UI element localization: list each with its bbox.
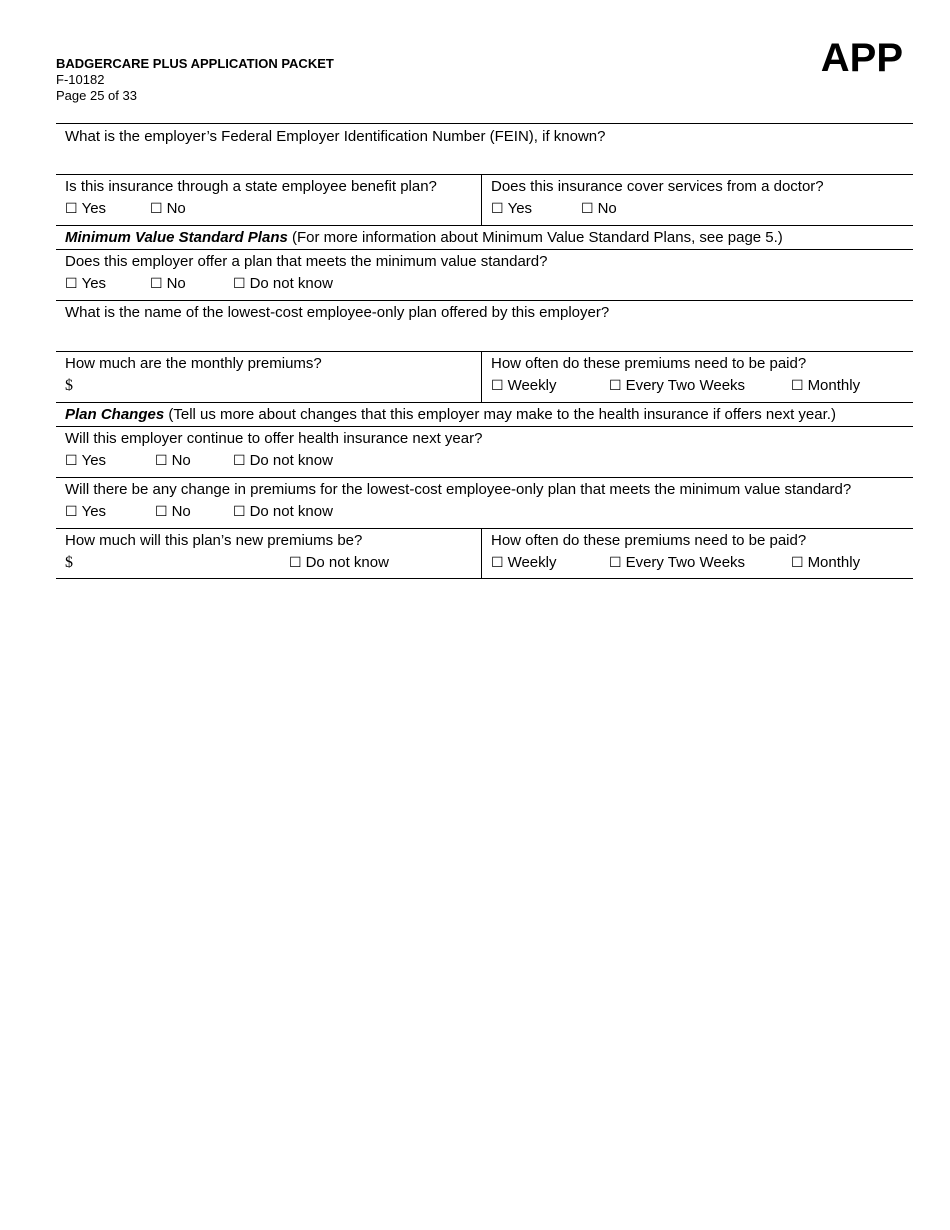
checkbox-icon: ☐	[581, 201, 594, 217]
continue-question: Will this employer continue to offer health insurance next year?	[65, 430, 483, 447]
checkbox-icon: ☐	[491, 555, 504, 571]
checkbox-icon: ☐	[150, 276, 163, 292]
option-label: Weekly	[507, 377, 557, 394]
checkbox-icon: ☐	[791, 378, 804, 394]
checkbox-icon: ☐	[491, 378, 504, 394]
lowest-plan-field[interactable]	[56, 301, 913, 351]
premium-change-dont-know-checkbox[interactable]	[233, 500, 333, 524]
premium-change-no-checkbox[interactable]	[155, 500, 233, 524]
option-label: No	[166, 275, 186, 292]
fein-question: What is the employer’s Federal Employer Identification Number (FEIN), if known?	[65, 128, 606, 145]
option-label: No	[171, 452, 191, 469]
premium-change-cell	[56, 478, 913, 528]
new-premium-dont-know-checkbox[interactable]	[289, 551, 389, 575]
continue-dont-know-checkbox[interactable]	[233, 449, 333, 473]
currency-symbol: $	[65, 554, 73, 571]
option-label: No	[597, 200, 617, 217]
new-premium-question: How much will this plan’s new premiums be?	[65, 532, 363, 549]
option-label: Yes	[81, 452, 107, 469]
new-premium-cell[interactable]	[56, 529, 482, 578]
option-label: Every Two Weeks	[625, 554, 746, 571]
changes-section-note: (Tell us more about changes that this employer may make to the health insurance if offers next year.)	[168, 406, 836, 423]
state-plan-cell	[56, 175, 482, 225]
new-premium-row	[56, 528, 913, 579]
option-label: Do not know	[249, 452, 333, 469]
option-label: Monthly	[807, 377, 861, 394]
premium-freq-question: How often do these premiums need to be paid?	[491, 355, 807, 372]
premium-change-question: Will there be any change in premiums for the lowest-cost employee-only plan that meets the minimum value standard?	[65, 481, 852, 498]
checkbox-icon: ☐	[791, 555, 804, 571]
premium-change-row	[56, 477, 913, 528]
continue-yes-checkbox[interactable]	[65, 449, 155, 473]
doctor-no-checkbox[interactable]	[581, 197, 617, 221]
continue-cell	[56, 427, 913, 477]
mvs-offer-question: Does this employer offer a plan that meets the minimum value standard?	[65, 253, 548, 270]
checkbox-icon: ☐	[150, 201, 163, 217]
changes-section-heading	[56, 403, 913, 426]
changes-section-row	[56, 402, 913, 426]
new-premium-freq-weekly-checkbox[interactable]	[491, 551, 609, 575]
checkbox-icon: ☐	[65, 504, 78, 520]
lowest-plan-row	[56, 300, 913, 351]
mvs-offer-dont-know-checkbox[interactable]	[233, 272, 333, 296]
state-plan-yes-checkbox[interactable]	[65, 197, 150, 221]
checkbox-icon: ☐	[65, 201, 78, 217]
continue-no-checkbox[interactable]	[155, 449, 233, 473]
mvs-offer-cell	[56, 250, 913, 300]
checkbox-icon: ☐	[609, 555, 622, 571]
checkbox-icon: ☐	[233, 453, 246, 469]
form-id: F-10182	[56, 72, 105, 87]
checkbox-icon: ☐	[155, 504, 168, 520]
option-label: Yes	[81, 275, 107, 292]
premium-freq-cell	[482, 352, 913, 402]
option-label: Do not know	[305, 554, 389, 571]
checkbox-icon: ☐	[233, 276, 246, 292]
new-premium-freq-biweekly-checkbox[interactable]	[609, 551, 791, 575]
changes-section-title: Plan Changes	[65, 406, 165, 423]
new-premium-freq-cell	[482, 529, 913, 578]
state-plan-no-checkbox[interactable]	[150, 197, 186, 221]
option-label: Yes	[81, 200, 107, 217]
new-premium-freq-question: How often do these premiums need to be paid?	[491, 532, 807, 549]
plan-type-row	[56, 174, 913, 225]
option-label: Yes	[81, 503, 107, 520]
checkbox-icon: ☐	[65, 276, 78, 292]
premium-freq-monthly-checkbox[interactable]	[791, 374, 860, 398]
checkbox-icon: ☐	[491, 201, 504, 217]
currency-symbol: $	[65, 377, 73, 394]
fein-row	[56, 123, 913, 174]
option-label: Do not know	[249, 503, 333, 520]
premiums-question: How much are the monthly premiums?	[65, 355, 322, 372]
doctor-cell	[482, 175, 913, 225]
premiums-cell[interactable]	[56, 352, 482, 402]
option-label: Yes	[507, 200, 533, 217]
checkbox-icon: ☐	[155, 453, 168, 469]
mvs-offer-yes-checkbox[interactable]	[65, 272, 150, 296]
packet-title: BADGERCARE PLUS APPLICATION PACKET	[56, 56, 334, 71]
page-header	[56, 56, 334, 104]
option-label: No	[166, 200, 186, 217]
state-plan-question: Is this insurance through a state employee benefit plan?	[65, 178, 437, 195]
mvs-offer-no-checkbox[interactable]	[150, 272, 233, 296]
mvs-section-row	[56, 225, 913, 249]
mvs-section-title: Minimum Value Standard Plans	[65, 229, 288, 246]
checkbox-icon: ☐	[289, 555, 302, 571]
mvs-section-note: (For more information about Minimum Value Standard Plans, see page 5.)	[292, 229, 783, 246]
mvs-section-heading	[56, 226, 913, 249]
lowest-plan-question: What is the name of the lowest-cost employee-only plan offered by this employer?	[65, 304, 610, 321]
app-tag: APP	[820, 36, 903, 80]
continue-row	[56, 426, 913, 477]
new-premium-freq-monthly-checkbox[interactable]	[791, 551, 860, 575]
mvs-offer-row	[56, 249, 913, 300]
fein-field[interactable]	[56, 124, 913, 174]
option-label: Every Two Weeks	[625, 377, 746, 394]
page-number: Page 25 of 33	[56, 88, 137, 103]
option-label: Weekly	[507, 554, 557, 571]
employer-insurance-form	[56, 123, 913, 579]
checkbox-icon: ☐	[609, 378, 622, 394]
doctor-yes-checkbox[interactable]	[491, 197, 581, 221]
premium-freq-biweekly-checkbox[interactable]	[609, 374, 791, 398]
option-label: Monthly	[807, 554, 861, 571]
checkbox-icon: ☐	[65, 453, 78, 469]
option-label: No	[171, 503, 191, 520]
option-label: Do not know	[249, 275, 333, 292]
premiums-row	[56, 351, 913, 402]
checkbox-icon: ☐	[233, 504, 246, 520]
premium-freq-weekly-checkbox[interactable]	[491, 374, 609, 398]
premium-change-yes-checkbox[interactable]	[65, 500, 155, 524]
doctor-question: Does this insurance cover services from a doctor?	[491, 178, 824, 195]
